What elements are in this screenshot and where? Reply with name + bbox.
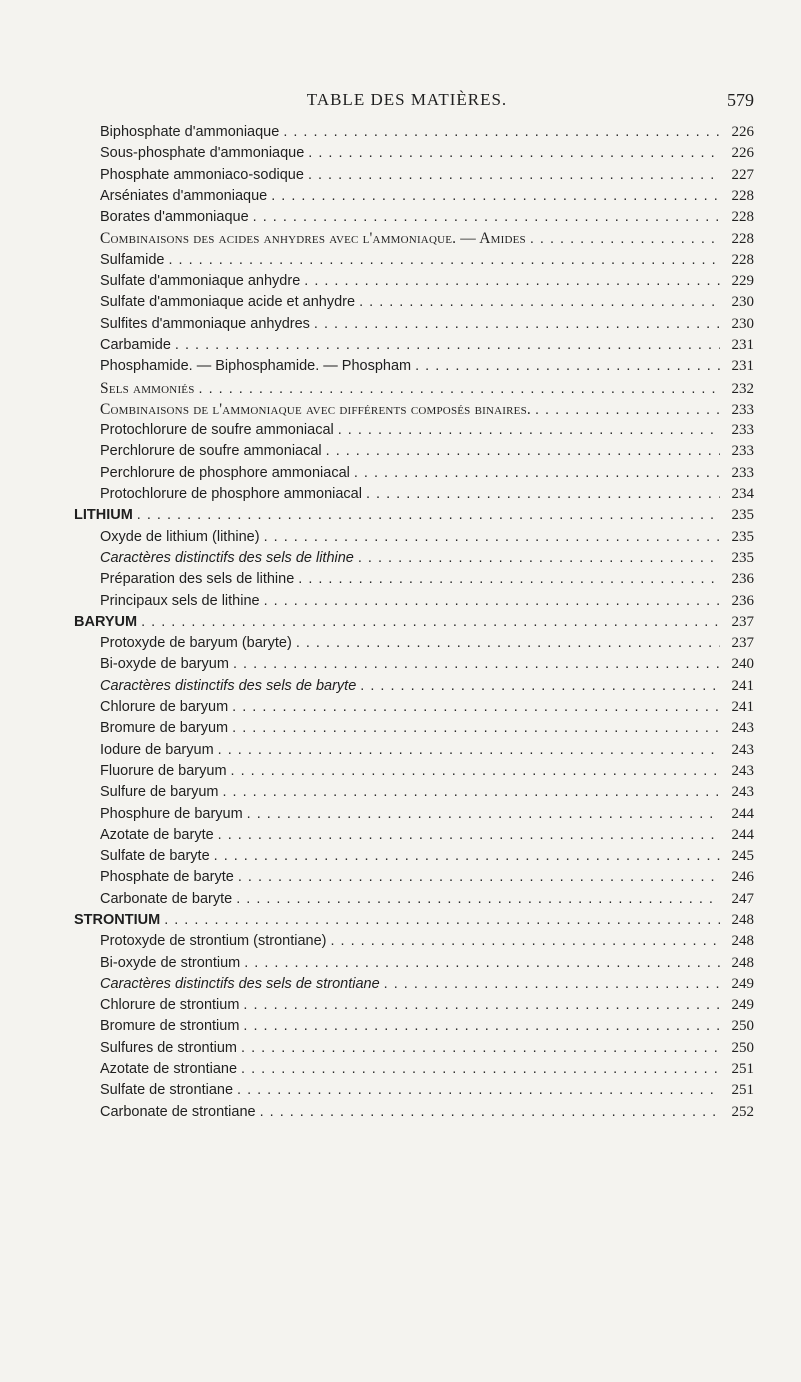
dot-leader <box>298 571 720 587</box>
dot-leader <box>137 507 720 523</box>
page-number: 579 <box>727 90 754 110</box>
toc-entry-page: 230 <box>731 315 754 332</box>
toc-entry-title: Perchlorure de soufre ammoniacal <box>100 443 322 460</box>
toc-entry-title: Principaux sels de lithine <box>100 592 260 609</box>
toc-entry-page: 248 <box>731 911 754 928</box>
toc-entry <box>74 145 754 166</box>
toc-entry-page: 244 <box>731 826 754 843</box>
toc-entry-title: Bromure de baryum <box>100 720 229 737</box>
toc-entry-title: Phosphamide. — Biphosphamide. — Phospham <box>100 358 412 375</box>
toc-entry-title: Biphosphate d'ammoniaque <box>100 124 280 140</box>
toc-entry <box>74 294 754 315</box>
toc-entry <box>74 252 754 273</box>
toc-entry-title: Caractères distinctifs des sels de baryte <box>100 677 357 694</box>
toc-entry-page: 248 <box>731 954 754 971</box>
toc-entry-page: 235 <box>731 528 754 545</box>
dot-leader <box>359 294 720 310</box>
toc-entry-page: 236 <box>731 571 754 588</box>
toc-entry-page: 246 <box>731 869 754 886</box>
toc-entry <box>74 380 754 401</box>
toc-entry <box>74 571 754 592</box>
toc-entry-title: Bromure de strontium <box>100 1018 240 1035</box>
toc-entry <box>74 1040 754 1061</box>
dot-leader <box>237 1082 720 1098</box>
toc-entry-title: Chlorure de strontium <box>100 997 240 1014</box>
dot-leader <box>360 678 720 694</box>
dot-leader <box>218 742 720 758</box>
page-header <box>60 90 754 114</box>
dot-leader <box>238 869 720 885</box>
dot-leader <box>296 635 720 651</box>
toc-entry-page: 243 <box>731 720 754 737</box>
dot-leader <box>175 337 720 353</box>
toc-entry <box>74 699 754 720</box>
toc-entry <box>74 742 754 763</box>
toc-section-heading <box>74 614 754 635</box>
dot-leader <box>214 848 720 864</box>
toc-entry-page: 243 <box>731 762 754 779</box>
toc-entry-title: Bi-oxyde de strontium <box>100 954 241 971</box>
toc-entry <box>74 1082 754 1103</box>
toc-entry-page: 233 <box>731 443 754 460</box>
toc-entry <box>74 784 754 805</box>
toc-entry-title: Bi-oxyde de baryum <box>100 656 229 673</box>
toc-entry-title: STRONTIUM <box>74 911 161 928</box>
dot-leader <box>168 252 720 268</box>
toc-entry-page: 243 <box>731 741 754 758</box>
toc-entry-page: 234 <box>731 486 754 503</box>
toc-entry-page: 249 <box>731 997 754 1014</box>
dot-leader <box>384 976 720 992</box>
toc-entry <box>74 806 754 827</box>
toc-entry-page: 248 <box>731 933 754 950</box>
dot-leader <box>308 145 720 161</box>
toc-entry <box>74 167 754 188</box>
toc-entry-page: 241 <box>731 699 754 716</box>
toc-entry-title: Protochlorure de phosphore ammoniacal <box>100 486 362 503</box>
toc-entry-title: Perchlorure de phosphore ammoniacal <box>100 464 350 481</box>
dot-leader <box>366 486 720 502</box>
toc-entry-title: Sulfamide <box>100 251 165 268</box>
toc-entry <box>74 933 754 954</box>
dot-leader <box>244 955 720 971</box>
toc-entry-title: BARYUM <box>74 613 138 630</box>
dot-leader <box>253 209 720 225</box>
toc-entry-title: Carbonate de baryte <box>100 890 233 907</box>
toc-entry-title: Borates d'ammoniaque <box>100 209 249 226</box>
toc-entry <box>74 869 754 890</box>
toc-entry <box>74 976 754 997</box>
toc-entry-page: 244 <box>731 805 754 822</box>
toc-entry-page: 250 <box>731 1018 754 1035</box>
dot-leader <box>236 891 720 907</box>
toc-entry-title: Sels ammoniés <box>100 379 195 397</box>
dot-leader <box>218 827 720 843</box>
toc-entry <box>74 316 754 337</box>
toc-entry <box>74 486 754 507</box>
toc-entry <box>74 827 754 848</box>
dot-leader <box>304 273 720 289</box>
toc-entry-title: Sulfate d'ammoniaque anhydre <box>100 273 301 290</box>
dot-leader <box>271 188 720 204</box>
toc-entry-title: Carbamide <box>100 336 171 353</box>
dot-leader <box>535 402 720 418</box>
toc-entry-page: 241 <box>731 677 754 694</box>
dot-leader <box>530 231 720 247</box>
toc-entry-title: Phosphate de baryte <box>100 869 234 886</box>
dot-leader <box>231 763 720 779</box>
toc-entry-page: 245 <box>731 848 754 865</box>
toc-entry-title: Caractères distinctifs des sels de strontiane <box>100 975 380 992</box>
toc-section-heading <box>74 912 754 933</box>
toc-entry-page: 233 <box>731 464 754 481</box>
toc-entry <box>74 401 754 422</box>
toc-entry <box>74 209 754 230</box>
toc-entry-page: 247 <box>731 890 754 907</box>
toc-entry-page: 235 <box>731 507 754 524</box>
toc-entry-title: Phosphate ammoniaco-sodique <box>100 166 304 183</box>
dot-leader <box>308 167 720 183</box>
toc-entry <box>74 656 754 677</box>
toc-entry-page: 230 <box>731 294 754 311</box>
toc-entry-title: Caractères distinctifs des sels de lithine <box>100 549 354 566</box>
toc-entry-page: 229 <box>731 273 754 290</box>
toc-entry-page: 236 <box>731 592 754 609</box>
toc-entry <box>74 997 754 1018</box>
dot-leader <box>247 806 720 822</box>
toc-entry <box>74 273 754 294</box>
toc-entry <box>74 1104 754 1125</box>
toc-entry <box>74 848 754 869</box>
dot-leader <box>326 443 720 459</box>
toc-entry-page: 243 <box>731 784 754 801</box>
toc-entry-page: 252 <box>731 1103 754 1120</box>
toc-entry-title: Sulfures de strontium <box>100 1039 238 1056</box>
toc-entry-title: Combinaisons de l'ammoniaque avec différents composés binaires. <box>100 400 531 418</box>
toc-entry <box>74 720 754 741</box>
dot-leader <box>358 550 720 566</box>
toc-entry-page: 240 <box>731 656 754 673</box>
dot-leader <box>314 316 720 332</box>
dot-leader <box>264 529 720 545</box>
toc-entry <box>74 529 754 550</box>
toc-entry-page: 249 <box>731 975 754 992</box>
toc-section-heading <box>74 507 754 528</box>
dot-leader <box>222 784 720 800</box>
toc-entry <box>74 763 754 784</box>
toc-entry-title: Azotate de strontiane <box>100 1061 238 1078</box>
dot-leader <box>330 933 720 949</box>
toc-entry-page: 233 <box>731 401 754 418</box>
toc-entry-title: Sulfate d'ammoniaque acide et anhydre <box>100 294 356 311</box>
toc-entry-page: 231 <box>731 336 754 353</box>
dot-leader <box>243 997 720 1013</box>
toc-entry-title: Carbonate de strontiane <box>100 1103 256 1120</box>
toc-entry <box>74 443 754 464</box>
toc-entry <box>74 124 754 145</box>
toc-entry-page: 226 <box>731 145 754 162</box>
toc-entry <box>74 1061 754 1082</box>
dot-leader <box>141 614 720 630</box>
dot-leader <box>243 1018 720 1034</box>
toc-entry <box>74 891 754 912</box>
toc-entry <box>74 593 754 614</box>
toc-entry-page: 228 <box>731 187 754 204</box>
toc-entry-page: 235 <box>731 549 754 566</box>
dot-leader <box>415 358 720 374</box>
toc-entry-page: 226 <box>731 124 754 140</box>
toc-entry-page: 228 <box>731 209 754 226</box>
toc-entry-page: 251 <box>731 1082 754 1099</box>
toc-entry-title: Protochlorure de soufre ammoniacal <box>100 422 334 439</box>
toc-entry-title: Phosphure de baryum <box>100 805 243 822</box>
toc-entry-title: Chlorure de baryum <box>100 699 229 716</box>
dot-leader <box>354 465 720 481</box>
toc-entry <box>74 337 754 358</box>
toc-entry-title: Azotate de baryte <box>100 826 214 843</box>
toc-entry-page: 232 <box>731 380 754 397</box>
toc-entry-page: 227 <box>731 166 754 183</box>
toc-entry <box>74 188 754 209</box>
toc-entry-title: Combinaisons des acides anhydres avec l'ammoniaque. — Amides <box>100 230 526 248</box>
toc-entry-title: Fluorure de baryum <box>100 762 227 779</box>
dot-leader <box>233 656 720 672</box>
toc-entry-page: 237 <box>731 635 754 652</box>
table-of-contents <box>74 124 754 1125</box>
toc-entry <box>74 230 754 251</box>
toc-entry-title: Protoxyde de baryum (baryte) <box>100 635 292 652</box>
dot-leader <box>283 124 720 140</box>
dot-leader <box>232 699 720 715</box>
toc-entry-page: 237 <box>731 613 754 630</box>
running-title: TABLE DES MATIÈRES. <box>306 90 508 109</box>
toc-entry-title: Sulfure de baryum <box>100 784 219 801</box>
toc-entry-title: Arséniates d'ammoniaque <box>100 187 268 204</box>
toc-entry <box>74 358 754 379</box>
dot-leader <box>260 1104 720 1120</box>
toc-entry <box>74 955 754 976</box>
dot-leader <box>241 1061 720 1077</box>
toc-entry-title: Sulfites d'ammoniaque anhydres <box>100 315 310 332</box>
toc-entry-title: Iodure de baryum <box>100 741 214 758</box>
toc-entry-page: 228 <box>731 231 754 248</box>
toc-entry-title: LITHIUM <box>74 507 133 524</box>
toc-entry <box>74 465 754 486</box>
toc-entry <box>74 550 754 571</box>
toc-entry <box>74 635 754 656</box>
toc-entry-title: Sulfate de strontiane <box>100 1082 234 1099</box>
dot-leader <box>164 912 720 928</box>
dot-leader <box>264 593 720 609</box>
toc-entry-page: 233 <box>731 422 754 439</box>
toc-entry-page: 228 <box>731 251 754 268</box>
toc-entry-title: Préparation des sels de lithine <box>100 571 295 588</box>
toc-entry <box>74 422 754 443</box>
toc-entry-title: Sous-phosphate d'ammoniaque <box>100 145 305 162</box>
toc-entry-page: 250 <box>731 1039 754 1056</box>
toc-entry-title: Oxyde de lithium (lithine) <box>100 528 260 545</box>
toc-entry-page: 251 <box>731 1061 754 1078</box>
toc-entry-title: Sulfate de baryte <box>100 848 210 865</box>
dot-leader <box>232 720 720 736</box>
dot-leader <box>199 381 720 397</box>
toc-entry-title: Protoxyde de strontium (strontiane) <box>100 933 327 950</box>
toc-entry <box>74 1018 754 1039</box>
dot-leader <box>241 1040 720 1056</box>
toc-entry <box>74 678 754 699</box>
toc-entry-page: 231 <box>731 358 754 375</box>
dot-leader <box>338 422 720 438</box>
